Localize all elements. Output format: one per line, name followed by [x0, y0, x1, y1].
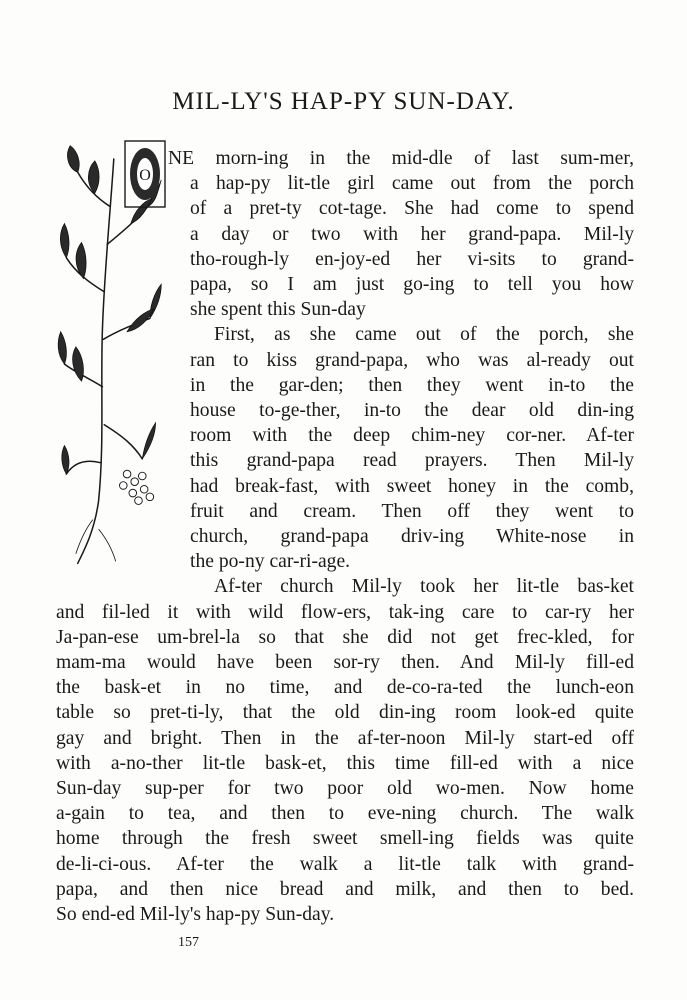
- text-line: NE morn-ing in the mid-dle of last sum-mer,: [168, 148, 634, 169]
- text-line: room with the deep chim-ney cor-ner. Af-ter: [190, 425, 634, 447]
- text-line: in the gar-den; then they went in-to the: [190, 374, 634, 396]
- text-line: a hap-py lit-tle girl came out from the porch: [190, 173, 634, 195]
- text-line: Ja-pan-ese um-brel-la so that she did not get frec-kled, for: [56, 626, 634, 648]
- drop-cap-o: [124, 140, 166, 208]
- page-number: 157: [178, 935, 199, 951]
- text-line: So end-ed Mil-ly's hap-py Sun-day.: [56, 904, 335, 925]
- text-line: with a-no-ther lit-tle bask-et, this time fill-ed with a nice: [56, 752, 634, 774]
- text-line: de-li-ci-ous. Af-ter the walk a lit-tle talk with grand-: [56, 853, 634, 875]
- text-line: a-gain to tea, and then to eve-ning church. The walk: [56, 803, 634, 825]
- text-line: this grand-papa read prayers. Then Mil-ly: [190, 450, 634, 472]
- text-line: Sun-day sup-per for two poor old wo-men. Now home: [56, 778, 634, 799]
- text-line: table so pret-ti-ly, that the old din-ing room look-ed quite: [56, 702, 634, 724]
- page-title: MIL-LY'S HAP-PY SUN-DAY.: [172, 88, 515, 115]
- text-line: the po-ny car-ri-age.: [190, 551, 351, 573]
- text-line: she spent this Sun-day: [190, 299, 366, 321]
- text-line: church, grand-papa driv-ing White-nose in: [190, 526, 634, 547]
- text-line: gay and bright. Then in the af-ter-noon Mil-ly start-ed off: [56, 727, 634, 749]
- text-line: a day or two with her grand-papa. Mil-ly: [190, 223, 634, 245]
- text-line: ran to kiss grand-papa, who was al-ready out: [190, 349, 634, 371]
- text-line: Af-ter church Mil-ly took her lit-tle bas-ket: [214, 576, 634, 598]
- text-line: papa, so I am just go-ing to tell you how: [190, 274, 634, 295]
- text-line: First, as she came out of the porch, she: [214, 324, 634, 346]
- text-line: fruit and cream. Then off they went to: [190, 500, 634, 522]
- text-line: tho-rough-ly en-joy-ed her vi-sits to grand-: [190, 248, 634, 270]
- text-line: home through the fresh sweet smell-ing fields was quite: [56, 828, 634, 850]
- text-line: had break-fast, with sweet honey in the comb,: [190, 475, 634, 497]
- drop-cap-letter: O: [139, 167, 151, 184]
- text-line: house to-ge-ther, in-to the dear old din-ing: [190, 400, 634, 421]
- text-line: papa, and then nice bread and milk, and then to bed.: [56, 878, 634, 900]
- text-line: and fil-led it with wild flow-ers, tak-ing care to car-ry her: [56, 601, 634, 623]
- text-line: of a pret-ty cot-tage. She had come to spend: [190, 198, 634, 220]
- text-line: mam-ma would have been sor-ry then. And Mil-ly fill-ed: [56, 652, 634, 673]
- text-line: the bask-et in no time, and de-co-ra-ted the lunch-eon: [56, 677, 634, 699]
